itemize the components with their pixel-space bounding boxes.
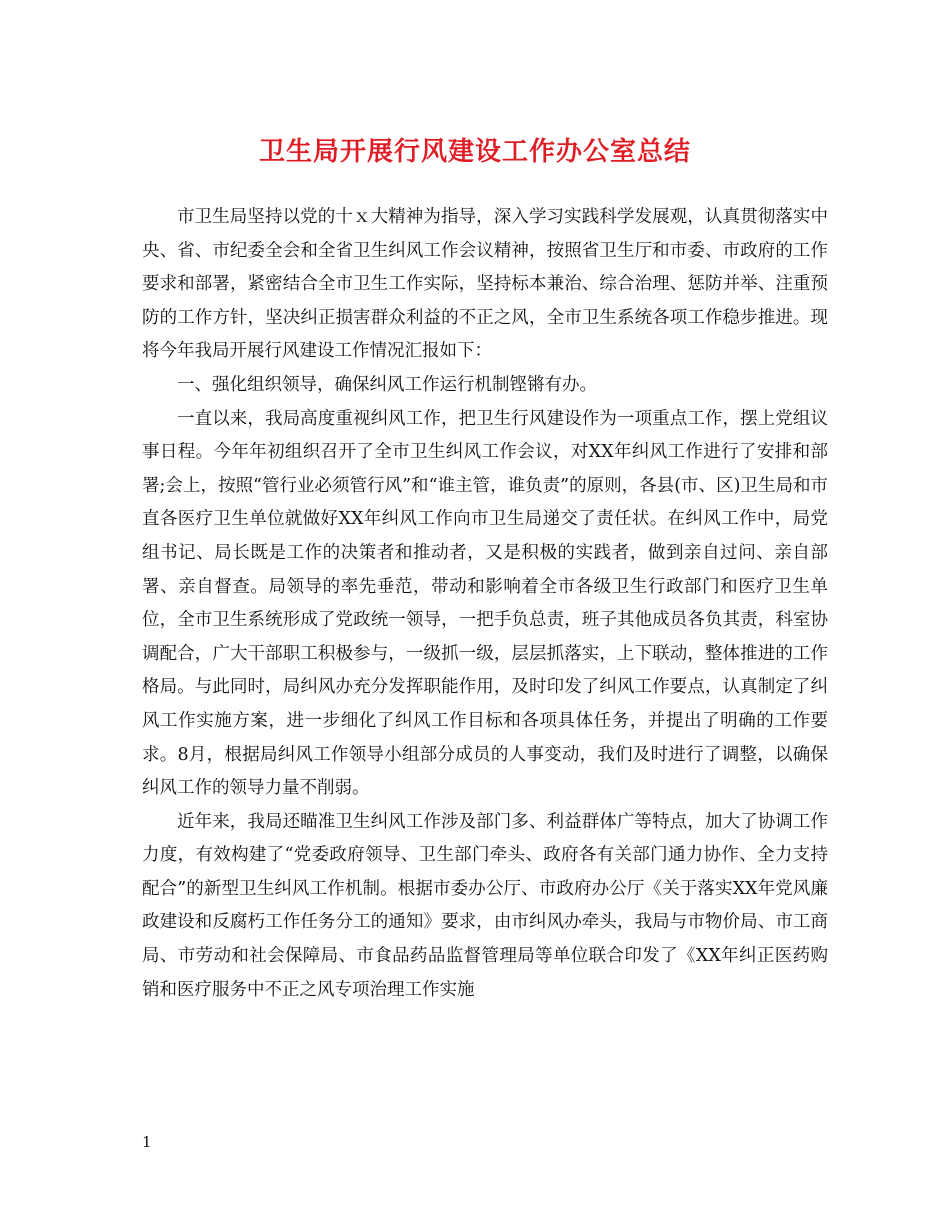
- paragraph-intro: 市卫生局坚持以党的十ｘ大精神为指导，深入学习实践科学发展观，认真贯彻落实中央、省、市纪委全会和全省卫生纠风工作会议精神，按照省卫生厅和市委、市政府的工作要求和部署，紧密结合全市卫生工作实际，坚持标本兼治、综合治理、惩防并举、注重预防的工作方针，坚决纠正损害群众利益的不正之风，全市卫生系统各项工作稳步推进。现将今年我局开展行风建设工作情况汇报如下：: [142, 207, 828, 362]
- document-body: [142, 201, 828, 1007]
- document-title: 卫生局开展行风建设工作办公室总结: [258, 137, 691, 167]
- paragraph-leadership: 一直以来，我局高度重视纠风工作，把卫生行风建设作为一项重点工作，摆上党组议事日程。今年年初组织召开了全市卫生纠风工作会议，对XX年纠风工作进行了安排和部署;会上，按照“管行业必须管行风”和“谁主管，谁负责”的原则，各县(市、区)卫生局和市直各医疗卫生单位就做好XX年纠风工作向市卫生局递交了责任状。在纠风工作中，局党组书记、局长既是工作的决策者和推动者，又是积极的实践者，做到亲自过问、亲自部署、亲自督查。局领导的率先垂范，带动和影响着全市各级卫生行政部门和医疗卫生单位，全市卫生系统形成了党政统一领导，一把手负总责，班子其他成员各负其责，科室协调配合，广大干部职工积极参与，一级抓一级，层层抓落实，上下联动，整体推进的工作格局。与此同时，局纠风办充分发挥职能作用，及时印发了纠风工作要点，认真制定了纠风工作实施方案，进一步细化了纠风工作目标和各项具体任务，并提出了明确的工作要求。8月，根据局纠风工作领导小组部分成员的人事变动，我们及时进行了调整，以确保纠风工作的领导力量不削弱。: [142, 408, 828, 799]
- page-number: 1: [142, 1133, 152, 1151]
- paragraph-section-heading: 一、强化组织领导，确保纠风工作运行机制铿锵有办。: [177, 374, 597, 395]
- paragraph-coordination: 近年来，我局还瞄准卫生纠风工作涉及部门多、利益群体广等特点，加大了协调工作力度，有效构建了“党委政府领导、卫生部门牵头、政府各有关部门通力协作、全力支持配合”的新型卫生纠风工作机制。根据市委办公厅、市政府办公厅《关于落实XX年党风廉政建设和反腐朽工作任务分工的通知》要求，由市纠风办牵头，我局与市物价局、市工商局、市劳动和社会保障局、市食品药品监督管理局等单位联合印发了《XX年纠正医药购销和医疗服务中不正之风专项治理工作实施: [142, 811, 828, 1000]
